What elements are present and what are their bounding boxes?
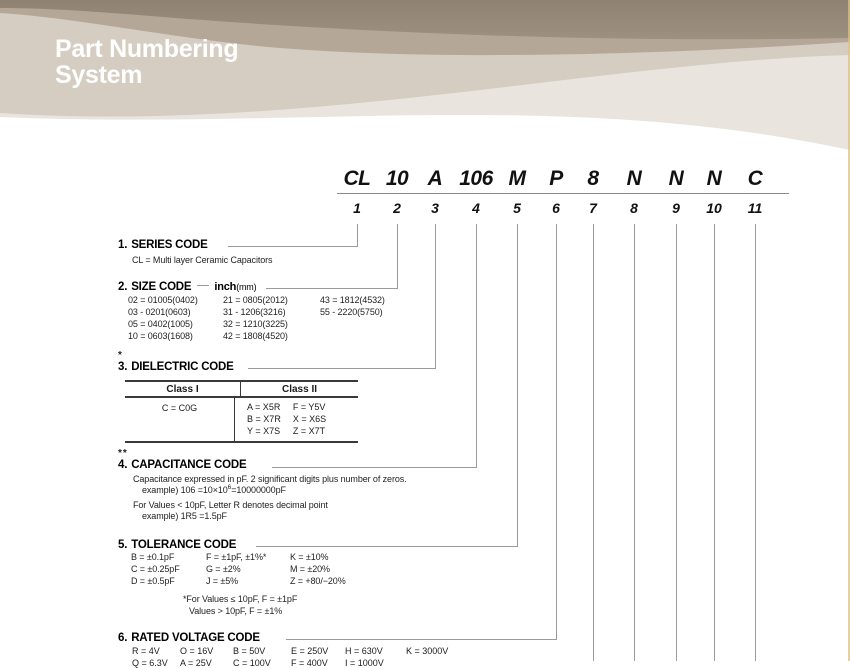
- section-number: 4.: [118, 459, 128, 471]
- part-number-segment: 106: [459, 167, 493, 190]
- capacitance-example2: example) 1R5 =1.5pF: [142, 511, 227, 521]
- dash: [197, 285, 209, 286]
- part-number-segment: M: [508, 167, 526, 190]
- tolerance-entry: Z = +80/−20%: [290, 576, 346, 586]
- footnote-marker: *: [118, 350, 123, 361]
- leader-line-4: [476, 224, 477, 467]
- part-number-segment: A: [427, 167, 443, 190]
- example1-prefix: example) 106 =10×10: [142, 485, 228, 495]
- position-digit: 3: [431, 200, 439, 216]
- connector-capacitance: [272, 467, 477, 468]
- size-code-entry: 10 = 0603(1608): [128, 331, 193, 341]
- tolerance-entry: D = ±0.5pF: [131, 576, 175, 586]
- tolerance-footnote-1: *For Values ≤ 10pF, F = ±1pF: [183, 594, 298, 604]
- part-number-segment: 10: [385, 167, 409, 190]
- page-title: [55, 36, 238, 88]
- voltage-entry: F = 400V: [291, 658, 328, 668]
- dielectric-table-body: [125, 398, 358, 441]
- leader-line-5: [517, 224, 518, 546]
- position-digit: 6: [552, 200, 560, 216]
- size-code-entry: 32 = 1210(3225): [223, 319, 288, 329]
- part-number-segment: C: [747, 167, 763, 190]
- voltage-entry: B = 50V: [233, 646, 266, 656]
- section-number: 2.: [118, 281, 128, 293]
- position-digit: 4: [472, 200, 480, 216]
- voltage-entry: R = 4V: [132, 646, 160, 656]
- voltage-entry: H = 630V: [345, 646, 383, 656]
- position-digit: 11: [747, 200, 763, 216]
- leader-line-1: [357, 224, 358, 246]
- dielectric-entry: B = X7R: [247, 414, 281, 424]
- size-code-column-1: [128, 295, 198, 343]
- part-number-segment: N: [668, 167, 684, 190]
- connector-series: [228, 246, 358, 247]
- size-code-column-2: [223, 295, 288, 343]
- position-digit: 8: [630, 200, 638, 216]
- part-number-segment: CL: [343, 167, 371, 190]
- tolerance-entry: G = ±2%: [206, 564, 241, 574]
- leader-line-2: [397, 224, 398, 288]
- tolerance-entry: F = ±1pF, ±1%*: [206, 552, 267, 562]
- footnote-marker: **: [118, 448, 128, 459]
- voltage-entry: Q = 6.3V: [132, 658, 168, 668]
- tolerance-entry: K = ±10%: [290, 552, 329, 562]
- example1-suffix: =10000000pF: [231, 485, 286, 495]
- dielectric-table-header: [125, 382, 358, 398]
- tolerance-entry: B = ±0.1pF: [131, 552, 175, 562]
- section-tolerance-heading: [118, 539, 236, 551]
- page-header: [0, 0, 850, 158]
- section-voltage-heading: [118, 632, 260, 644]
- voltage-entry: I = 1000V: [345, 658, 384, 668]
- connector-dielectric: [248, 368, 436, 369]
- voltage-entry: O = 16V: [180, 646, 214, 656]
- size-code-entry: 21 = 0805(2012): [223, 295, 288, 305]
- section-size-heading: [118, 281, 256, 293]
- size-code-entry: 42 = 1808(4520): [223, 331, 288, 341]
- section-number: 6.: [118, 632, 128, 644]
- voltage-entry: C = 100V: [233, 658, 271, 668]
- leader-line-8: [634, 224, 635, 661]
- voltage-entry: K = 3000V: [406, 646, 449, 656]
- voltage-row-2-clipped: [0, 658, 850, 668]
- size-code-column-3: [320, 295, 385, 319]
- position-digit: 5: [513, 200, 521, 216]
- size-code-entry: 05 = 0402(1005): [128, 319, 193, 329]
- position-digit: 7: [589, 200, 597, 216]
- tolerance-entry: J = ±5%: [206, 576, 239, 586]
- class2-column-1: [247, 401, 281, 437]
- dielectric-entry: Z = X7T: [292, 426, 326, 436]
- connector-size: [266, 288, 398, 289]
- size-unit: inch: [214, 281, 237, 293]
- part-number-segment: N: [706, 167, 722, 190]
- section-dielectric-heading: [118, 361, 234, 373]
- series-note: CL = Multi layer Ceramic Capacitors: [132, 255, 273, 265]
- voltage-row-1: [0, 646, 850, 658]
- size-code-entry: 31 - 1206(3216): [223, 307, 286, 317]
- voltage-entry: E = 250V: [291, 646, 329, 656]
- tolerance-entry: M = ±20%: [290, 564, 330, 574]
- section-capacitance-heading: [118, 459, 246, 471]
- leader-line-10: [714, 224, 715, 661]
- class2-header: Class II: [240, 382, 358, 396]
- size-code-entry: 02 = 01005(0402): [128, 295, 198, 305]
- capacitance-rule2: For Values < 10pF, Letter R denotes decimal point: [133, 500, 328, 510]
- dielectric-entry: X = X6S: [292, 414, 327, 424]
- size-code-entry: 03 - 0201(0603): [128, 307, 191, 317]
- section-title: CAPACITANCE CODE: [131, 459, 247, 471]
- size-code-entry: 43 = 1812(4532): [320, 295, 385, 305]
- section-series-heading: [118, 239, 208, 251]
- position-digit: 9: [672, 200, 680, 216]
- section-number: 1.: [118, 239, 128, 251]
- class2-column-2: [293, 401, 326, 437]
- class2-values: [234, 398, 358, 441]
- size-code-entry: 55 - 2220(5750): [320, 307, 383, 317]
- part-number-segment: 8: [587, 167, 599, 190]
- size-unit-mm: (mm): [236, 282, 257, 292]
- dielectric-entry: A = X5R: [247, 402, 281, 412]
- position-digit: 2: [393, 200, 401, 216]
- part-number-underline: [337, 193, 789, 194]
- section-title: SIZE CODE: [131, 281, 192, 293]
- page-title-line2: System: [55, 61, 143, 89]
- section-title: RATED VOLTAGE CODE: [131, 632, 260, 644]
- tolerance-column-3: [290, 552, 346, 588]
- part-number-segment: N: [626, 167, 642, 190]
- voltage-entry: A = 25V: [180, 658, 212, 668]
- dielectric-table: [125, 380, 358, 443]
- tolerance-entry: C = ±0.25pF: [131, 564, 180, 574]
- connector-tolerance: [256, 546, 518, 547]
- position-digit: 1: [353, 200, 361, 216]
- class1-value: C = C0G: [161, 403, 198, 413]
- dielectric-entry: Y = X7S: [247, 426, 281, 436]
- section-title: SERIES CODE: [131, 239, 208, 251]
- capacitance-desc: Capacitance expressed in pF. 2 significant digits plus number of zeros.: [133, 474, 407, 484]
- dielectric-entry: F = Y5V: [292, 402, 326, 412]
- leader-line-7: [593, 224, 594, 661]
- section-title: TOLERANCE CODE: [131, 539, 237, 551]
- leader-line-3: [435, 224, 436, 368]
- example1-superscript: 6: [227, 484, 232, 491]
- leader-line-11: [755, 224, 756, 661]
- page-title-line1: Part Numbering: [55, 35, 239, 63]
- leader-line-6: [556, 224, 557, 639]
- connector-voltage: [286, 639, 557, 640]
- tolerance-footnote-2: Values > 10pF, F = ±1%: [189, 606, 283, 616]
- position-digit: 10: [706, 200, 722, 216]
- part-number-segment: P: [549, 167, 563, 190]
- class1-header: Class I: [166, 384, 199, 395]
- section-number: 3.: [118, 361, 128, 373]
- tolerance-column-1: [131, 552, 180, 588]
- leader-line-9: [676, 224, 677, 661]
- capacitance-example1: [142, 485, 286, 497]
- section-title: DIELECTRIC CODE: [131, 361, 234, 373]
- tolerance-column-2: [206, 552, 266, 588]
- section-number: 5.: [118, 539, 128, 551]
